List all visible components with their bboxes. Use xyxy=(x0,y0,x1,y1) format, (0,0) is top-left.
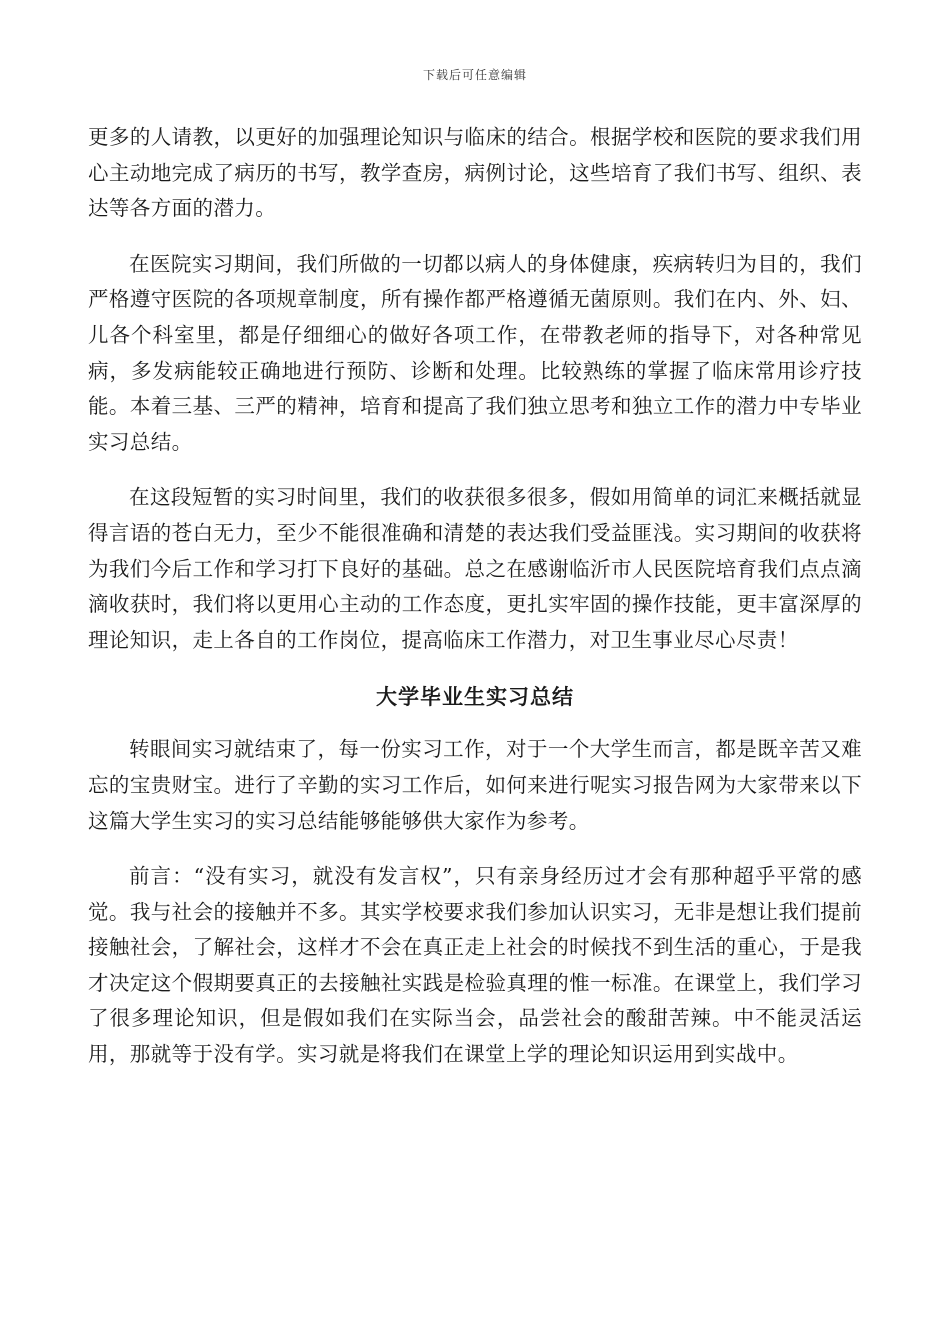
document-body xyxy=(88,120,862,1073)
section-title: 大学毕业生实习总结 xyxy=(376,685,574,710)
paragraph-continuation: 更多的人请教，以更好的加强理论知识与临床的结合。根据学校和医院的要求我们用心主动地完成了病历的书写，教学查房，病例讨论，这些培育了我们书写、组织、表达等各方面的潜力。 xyxy=(88,125,862,221)
paragraph-harvest: 在这段短暂的实习时间里，我们的收获很多很多，假如用简单的词汇来概括就显得言语的苍白无力，至少不能很准确和清楚的表达我们受益匪浅。实习期间的收获将为我们今后工作和学习打下良好的基础。总之在感谢临沂市人民医院培育我们点点滴滴收获时，我们将以更用心主动的工作态度，更扎实牢固的操作技能，更丰富深厚的理论知识，走上各自的工作岗位，提高临床工作潜力，对卫生事业尽心尽责！ xyxy=(88,485,862,652)
paragraph-intro: 转眼间实习就结束了，每一份实习工作，对于一个大学生而言，都是既辛苦又难忘的宝贵财宝。进行了辛勤的实习工作后，如何来进行呢实习报告网为大家带来以下这篇大学生实习的实习总结能够能够供大家作为参考。 xyxy=(88,737,862,833)
header-note: 下载后可任意编辑 xyxy=(422,68,527,82)
paragraph-preface: 前言：“没有实习，就没有发言权”，只有亲身经历过才会有那种超乎平常的感觉。我与社会的接触并不多。其实学校要求我们参加认识实习，无非是想让我们提前接触社会，了解社会，这样才不会在真正走上社会的时候找不到生活的重心，于是我才决定这个假期要真正的去接触社实践是检验真理的惟一标准。在课堂上，我们学习了很多理论知识，但是假如我们在实际当会，品尝社会的酸甜苦辣。中不能灵活运用，那就等于没有学。实习就是将我们在课堂上学的理论知识运用到实战中。 xyxy=(88,864,862,1067)
paragraph-hospital-internship: 在医院实习期间，我们所做的一切都以病人的身体健康，疾病转归为目的，我们严格遵守医院的各项规章制度，所有操作都严格遵循无菌原则。我们在内、外、妇、儿各个科室里，都是仔细细心的做好各项工作，在带教老师的指导下，对各种常见病，多发病能较正确地进行预防、诊断和处理。比较熟练的掌握了临床常用诊疗技能。本着三基、三严的精神，培育和提高了我们独立思考和独立工作的潜力中专毕业实习总结。 xyxy=(88,251,862,454)
